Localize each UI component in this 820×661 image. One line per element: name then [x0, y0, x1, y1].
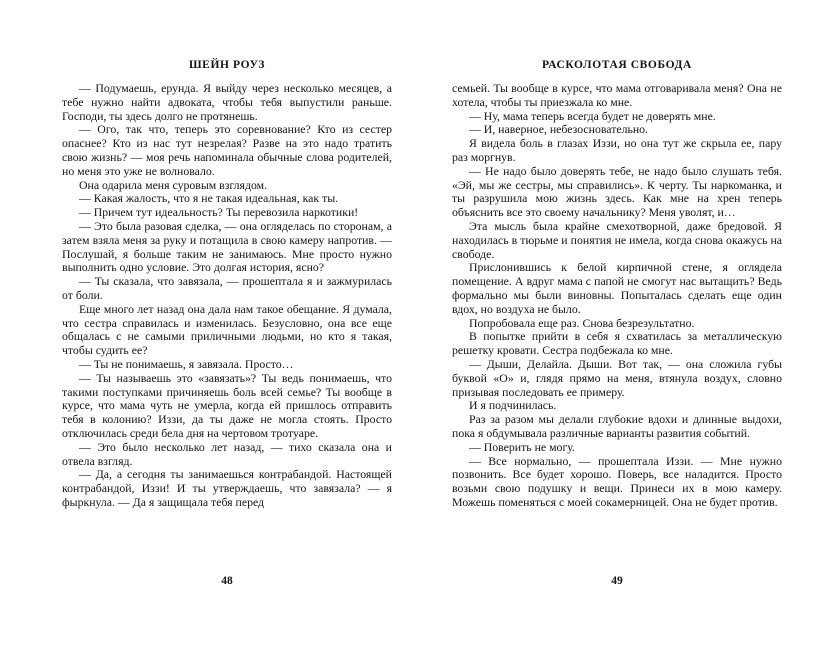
paragraph: Я видела боль в глазах Иззи, но она тут же скрыла ее, пару раз моргнув. — [452, 136, 782, 164]
paragraph: — Да, а сегодня ты занимаешься контрабандой. Настоящей контрабандой, Иззи! И ты утверждаешь, что завязала? — я фыркнула. — Да я защищала тебя перед — [62, 467, 392, 509]
paragraph: — Дыши, Делайла. Дыши. Вот так, — она сложила губы буквой «О» и, глядя прямо на меня, втянула воздух, словно призывая последовать ее примеру. — [452, 356, 782, 399]
left-page-body — [62, 82, 392, 510]
paragraph: — Не надо было доверять тебе, не надо было слушать тебя. «Эй, мы же сестры, мы справились». К черту. Ты наркоманка, и ты разрушила мою жизнь здесь. Как мне на хрен теперь объяснить все это своему начальнику? Меня уволят, и… — [452, 163, 782, 220]
right-page-body — [452, 82, 782, 510]
paragraph: — Это было несколько лет назад, — тихо сказала она и отвела взгляд. — [62, 439, 392, 468]
paragraph: — Ты не понимаешь, я завязала. Просто… — [79, 356, 294, 371]
paragraph: И я подчинилась. — [469, 398, 557, 413]
paragraph: Прислонившись к белой кирпичной стене, я оглядела помещение. А вдруг мама с папой не смогут нас вытащить? Ведь формально мы были виновны. Попыталась сделать еще один вдох, но воздуха не было. — [452, 260, 782, 316]
left-page-header: ШЕЙН РОУЗ — [188, 59, 266, 71]
paragraph: — Ты сказала, что завязала, — прошептала я и зажмурилась от боли. — [62, 274, 392, 302]
paragraph: — Причем тут идеальность? Ты перевозила наркотики! — [79, 205, 359, 220]
paragraph: — Ну, мама теперь всегда будет не доверять мне. — [469, 108, 716, 123]
paragraph: Раз за разом мы делали глубокие вдохи и длинные выдохи, пока я обдумывала различные варианты развития событий. — [452, 412, 782, 440]
paragraph: — Какая жалость, что я не такая идеальная, как ты. — [79, 191, 339, 206]
paragraph: — Это была разовая сделка, — она огляделась по сторонам, а затем взяла меня за руку и потащила в свою камеру напротив. — Послушай, я больше таким не занимаюсь. Мне просто нужно выполнить одно условие. Это долгая история, ясно? — [62, 218, 392, 275]
paragraph: — Ого, так что, теперь это соревнование? Кто из сестер опаснее? Кто из нас тут незрелая? Разве на это надо тратить свою жизнь? — моя речь напоминала обычные слова родителей, но меня это уже не волновало. — [62, 122, 392, 178]
paragraph: В попытке прийти в себя я схватилась за металлическую решетку кровати. Сестра подбежала ко мне. — [452, 329, 782, 358]
right-page-number: 49 — [611, 575, 623, 587]
paragraph: Эта мысль была крайне смехотворной, даже бредовой. Я находилась в тюрьме и понятия не имела, когда снова окажусь на свободе. — [452, 218, 782, 261]
paragraph: — Поверить не могу. — [469, 439, 575, 454]
paragraph: Попробовала еще раз. Снова безрезультатно. — [469, 315, 695, 330]
right-page — [452, 0, 782, 661]
paragraph: Она одарила меня суровым взглядом. — [79, 177, 268, 192]
paragraph: — Все нормально, — прошептала Иззи. — Мне нужно позвонить. Все будет хорошо. Поверь, все наладится. Просто возьми свою подушку и вещи. Принеси их в мою камеру. Можешь поменяться с моей сокамерницей. Она не будет против. — [452, 453, 782, 509]
paragraph: — И, наверное, небезосновательно. — [469, 122, 649, 137]
paragraph: семьей. Ты вообще в курсе, что мама отговаривала меня? Она не хотела, чтобы ты приезжала ко мне. — [452, 81, 782, 109]
left-page-number: 48 — [221, 575, 233, 587]
paragraph: — Ты называешь это «завязать»? Ты ведь понимаешь, что такими поступками причиняешь боль всей семье? Ты вообще в курсе, что мама чуть не умерла, когда ей пришлось отправить тебя в колонию? Иззи, да ты даже не могла стоять. Просто отключилась среди бела дня на чертовом тротуаре. — [62, 370, 392, 440]
paragraph: — Подумаешь, ерунда. Я выйду через несколько месяцев, а тебе нужно найти адвоката, чтобы тебя выпустили раньше. Господи, ты здесь долго не протянешь. — [62, 81, 392, 123]
left-page — [62, 0, 392, 661]
right-page-header: РАСКОЛОТАЯ СВОБОДА — [542, 59, 692, 71]
paragraph: Еще много лет назад она дала нам такое обещание. Я думала, что сестра справилась и изменилась. Безусловно, она все еще общалась с не самыми приличными людьми, но кто я такая, чтобы судить ее? — [62, 301, 392, 358]
